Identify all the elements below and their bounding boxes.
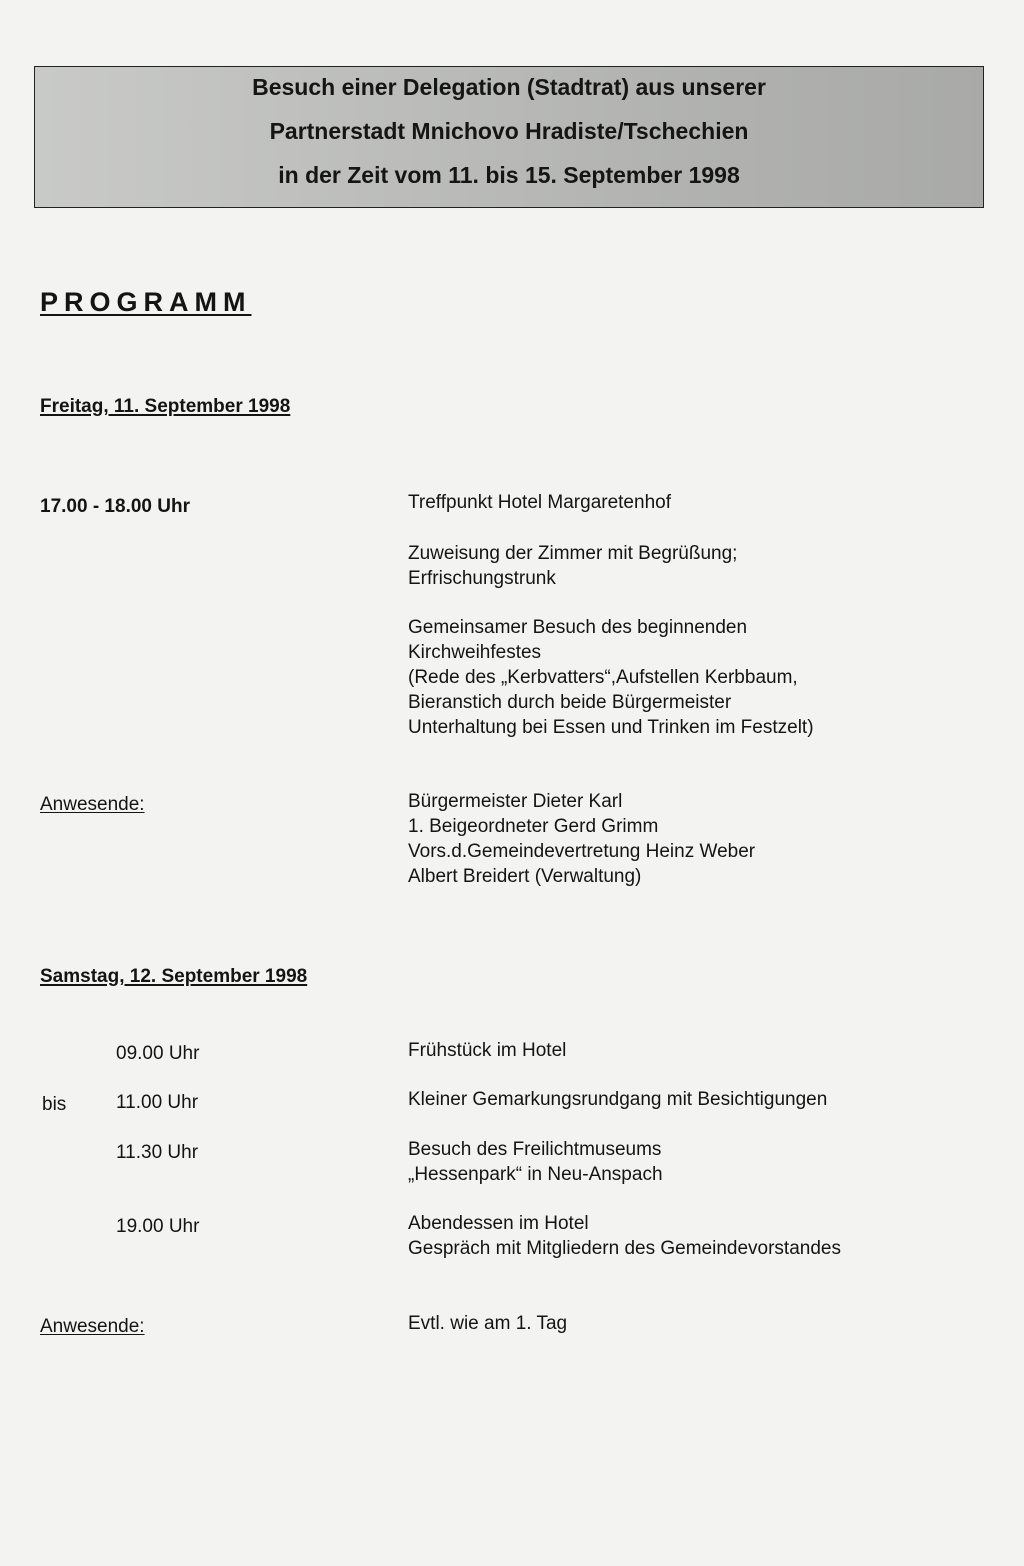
- header-line-3: in der Zeit vom 11. bis 15. September 1998: [278, 162, 740, 188]
- day1-attendees-label: Anwesende:: [40, 794, 145, 815]
- day2-entry-4: Abendessen im Hotel Gespräch mit Mitgliedern des Gemeindevorstandes: [408, 1213, 841, 1259]
- day1-attendees-list: Bürgermeister Dieter Karl 1. Beigeordneter Gerd Grimm Vors.d.Gemeindevertretung Heinz Weber Albert Breidert (Verwaltung): [408, 791, 756, 887]
- day2-prefix-bis: bis: [42, 1094, 67, 1115]
- day2-attendees-list: Evtl. wie am 1. Tag: [408, 1313, 568, 1334]
- day2-heading: Samstag, 12. September 1998: [40, 966, 308, 987]
- day1-heading: Freitag, 11. September 1998: [40, 396, 291, 417]
- day1-item-3: Gemeinsamer Besuch des beginnenden Kirchweihfestes (Rede des „Kerbvatters“,Aufstellen Kerbbaum, Bieranstich durch beide Bürgermeister Unterhaltung bei Essen und Trinken im Festzelt): [408, 617, 814, 738]
- day2-entry-3: Besuch des Freilichtmuseums „Hessenpark“ in Neu-Anspach: [408, 1139, 663, 1185]
- day2-entry-2: Kleiner Gemarkungsrundgang mit Besichtigungen: [408, 1089, 828, 1110]
- day2-time-3: 11.30 Uhr: [116, 1142, 199, 1163]
- day1-item-1: Treffpunkt Hotel Margaretenhof: [408, 492, 671, 513]
- day2-entry-1: Frühstück im Hotel: [408, 1040, 567, 1061]
- header-line-1: Besuch einer Delegation (Stadtrat) aus unserer: [252, 74, 766, 100]
- day2-time-4: 19.00 Uhr: [116, 1216, 200, 1237]
- day2-attendees-label: Anwesende:: [40, 1316, 145, 1337]
- day1-time: 17.00 - 18.00 Uhr: [40, 496, 190, 517]
- day1-item-2: Zuweisung der Zimmer mit Begrüßung; Erfrischungstrunk: [408, 543, 738, 589]
- program-title: PROGRAMM: [40, 287, 252, 317]
- header-box: [34, 66, 984, 208]
- day2-time-1: 09.00 Uhr: [116, 1043, 200, 1064]
- header-line-2: Partnerstadt Mnichovo Hradiste/Tschechien: [269, 118, 749, 144]
- day2-time-2: 11.00 Uhr: [116, 1092, 199, 1113]
